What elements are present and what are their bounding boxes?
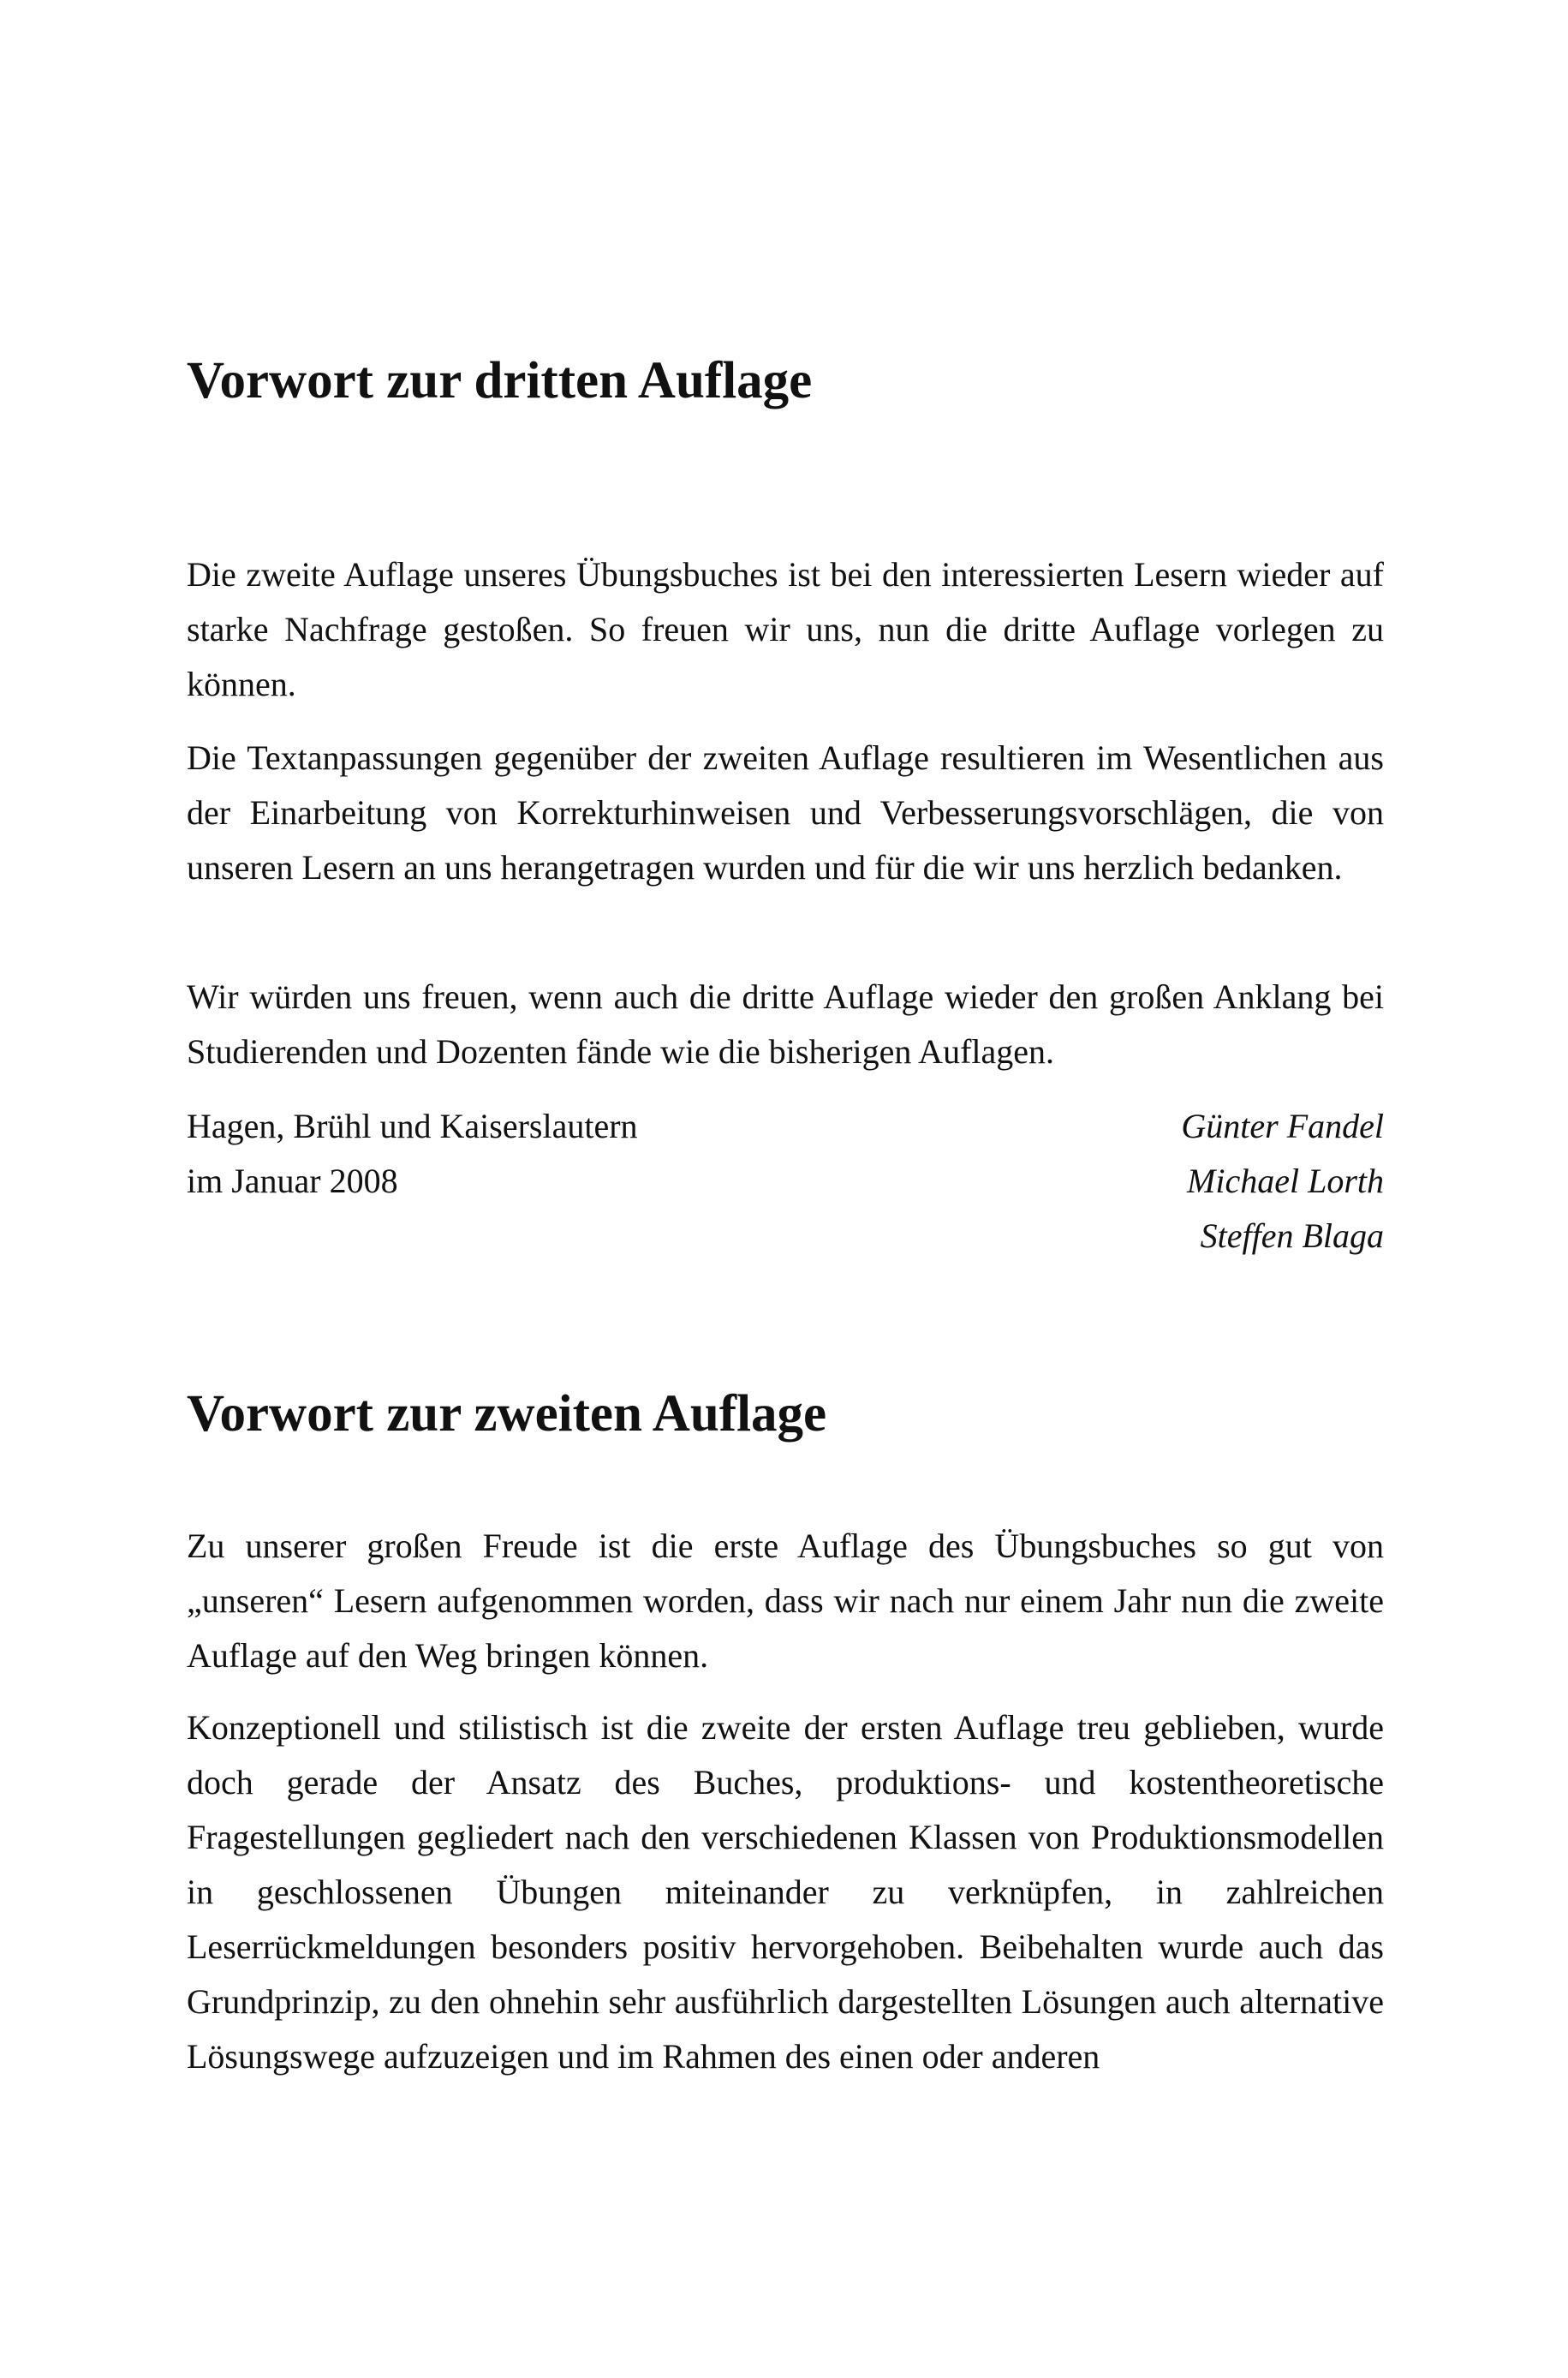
signature-date: im Januar 2008	[187, 1162, 398, 1200]
author-name: Steffen Blaga	[1200, 1216, 1384, 1255]
author-name: Günter Fandel	[1181, 1107, 1384, 1145]
paragraph-second-2: Konzeptionell und stilistisch ist die zweite der ersten Auflage treu geblieben, wurde doch gerade der Ansatz des Buches, produktions- und kostentheoretische Fragestellungen gegliedert nach den verschiedenen Klassen von Produktionsmodellen in geschlossenen Übungen miteinander zu verknüpfen, in zahlreichen Leserrückmeldungen besonders positiv hervorgehoben. Beibehalten wurde auch das Grundprinzip, zu den ohnehin sehr ausführlich dargestellten Lösungen auch alternative Lösungswege aufzuzeigen und im Rahmen des einen oder anderen	[187, 1708, 1384, 2076]
paragraph-third-3: Wir würden uns freuen, wenn auch die dritte Auflage wieder den großen Anklang bei Studierenden und Dozenten fände wie die bisherigen Auflagen.	[187, 977, 1384, 1071]
signature-place-date	[187, 1099, 638, 1209]
signature-authors	[1181, 1099, 1384, 1264]
paragraph-third-2: Die Textanpassungen gegenüber der zweiten Auflage resultieren im Wesentlichen aus der Einarbeitung von Korrekturhinweisen und Verbesserungsvorschlägen, die von unseren Lesern an uns herangetragen wurden und für die wir uns herzlich bedanken.	[187, 738, 1384, 887]
paragraph-second-1: Zu unserer großen Freude ist die erste Auflage des Übungsbuches so gut von „unseren“ Lesern aufgenommen worden, dass wir nach nur einem Jahr nun die zweite Auflage auf den Weg bringen können.	[187, 1527, 1384, 1675]
heading-second-edition: Vorwort zur zweiten Auflage	[187, 1385, 827, 1443]
author-name: Michael Lorth	[1187, 1162, 1384, 1200]
heading-third-edition: Vorwort zur dritten Auflage	[187, 352, 813, 409]
paragraph-third-1: Die zweite Auflage unseres Übungsbuches ist bei den interessierten Lesern wieder auf starke Nachfrage gestoßen. So freuen wir uns, nun die dritte Auflage vorlegen zu können.	[187, 555, 1384, 703]
signature-place: Hagen, Brühl und Kaiserslautern	[187, 1107, 638, 1145]
